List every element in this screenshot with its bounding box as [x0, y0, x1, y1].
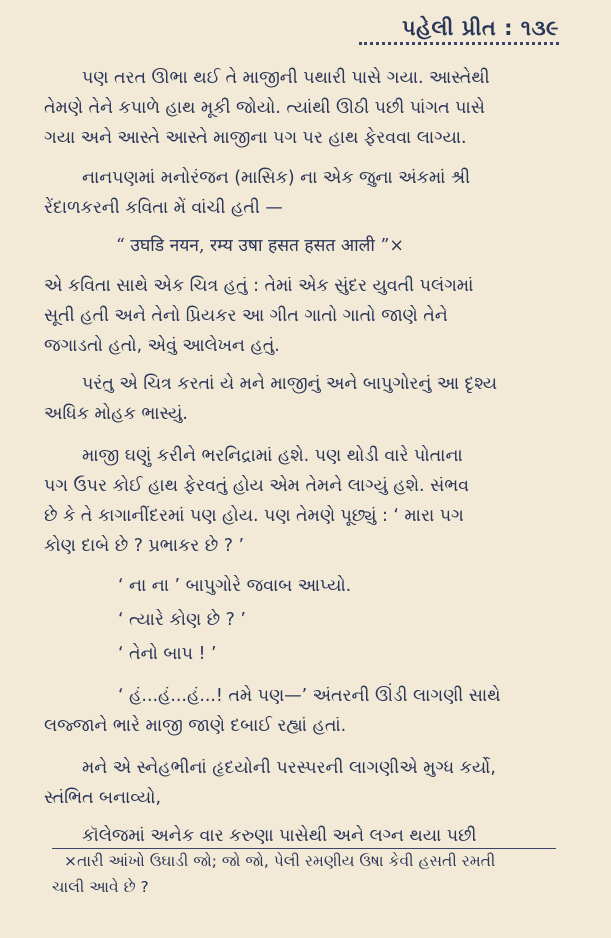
text-line: લજ્જાને ભારે માજી જાણે દબાઈ રહ્યાં હતાં. [44, 716, 347, 736]
text-line: માજી ઘણું કરીને ભરનિદ્રામાં હશે. પણ થોડી વારે પોતાના [82, 446, 463, 466]
text-line: જગાડતો હતો, એવું આલેખન હતું. [44, 336, 280, 356]
dialogue-line: ‘ ત્યારે કોણ છે ? ’ [118, 610, 246, 630]
text-line: મને એ સ્નેહભીનાં હૃદયોની પરસ્પરની લાગણીએ મુગ્ધ કર્યો, [82, 758, 496, 778]
quoted-verse: “ उघडि नयन, रम्य उषा हसत हसत आली ”× [116, 236, 404, 256]
text-line: સ્તંભિત બનાવ્યો, [44, 788, 162, 808]
text-line: પરંતુ એ ચિત્ર કરતાં યે મને માજીનું અને બાપુગોરનું આ દૃશ્ય [82, 374, 497, 394]
text-line: તેમણે તેને કપાળે હાથ મૂકી જોયો. ત્યાંથી ઊઠી પછી પાંગત પાસે [44, 98, 485, 118]
text-line: અધિક મોહક ભાસ્યું. [44, 404, 188, 424]
text-line: પણ તરત ઊભા થઈ તે માજીની પથારી પાસે ગયા. આસ્તેથી [82, 68, 490, 88]
header-dotted-rule [359, 42, 559, 45]
text-line: કૉલેજમાં અનેક વાર કરુણા પાસેથી અને લગ્ન થયા પછી [82, 826, 477, 846]
text-line: સૂતી હતી અને તેનો પ્રિયકર આ ગીત ગાતો ગાતો જાણે તેને [44, 306, 448, 326]
text-line: નાનપણમાં મનોરંજન (માસિક) ના એક જુના અંકમાં શ્રી [82, 168, 471, 188]
text-line: રેંદાળકરની કવિતા મેં વાંચી હતી — [44, 198, 283, 218]
text-line: છે કે તે કાગાનીંદરમાં પણ હોય. પણ તેમણે પૂછ્યું : ‘ મારા પગ [44, 506, 464, 526]
footnote-line: ×તારી આંખો ઉઘાડી જો; જો જો, પેલી રમણીય ઉષા કેવી હસતી રમતી [64, 852, 496, 870]
footnote-rule [52, 848, 556, 849]
dialogue-line: ‘ ના ના ’ બાપુગોરે જવાબ આપ્યો. [118, 576, 352, 596]
text-line: ગયા અને આસ્તે આસ્તે માજીના પગ પર હાથ ફેરવવા લાગ્યા. [44, 128, 467, 148]
text-line: પગ ઉપર કોઈ હાથ ફેરવતું હોય એમ તેમને લાગ્યું હશે. સંભવ [44, 476, 469, 496]
footnote-line: ચાલી આવે છે ? [52, 878, 149, 896]
text-line: ‘ હં...હં...હં...! તમે પણ—’ અંતરની ઊંડી લાગણી સાથે [118, 686, 501, 706]
text-line: કોણ દાબે છે ? પ્રભાકર છે ? ’ [44, 536, 245, 556]
running-head: પહેલી પ્રીત : ૧૩૯ [401, 16, 559, 40]
dialogue-line: ‘ તેનો બાપ ! ’ [118, 644, 217, 664]
text-line: એ કવિતા સાથે એક ચિત્ર હતું : તેમાં એક સુંદર યુવતી પલંગમાં [44, 276, 474, 296]
